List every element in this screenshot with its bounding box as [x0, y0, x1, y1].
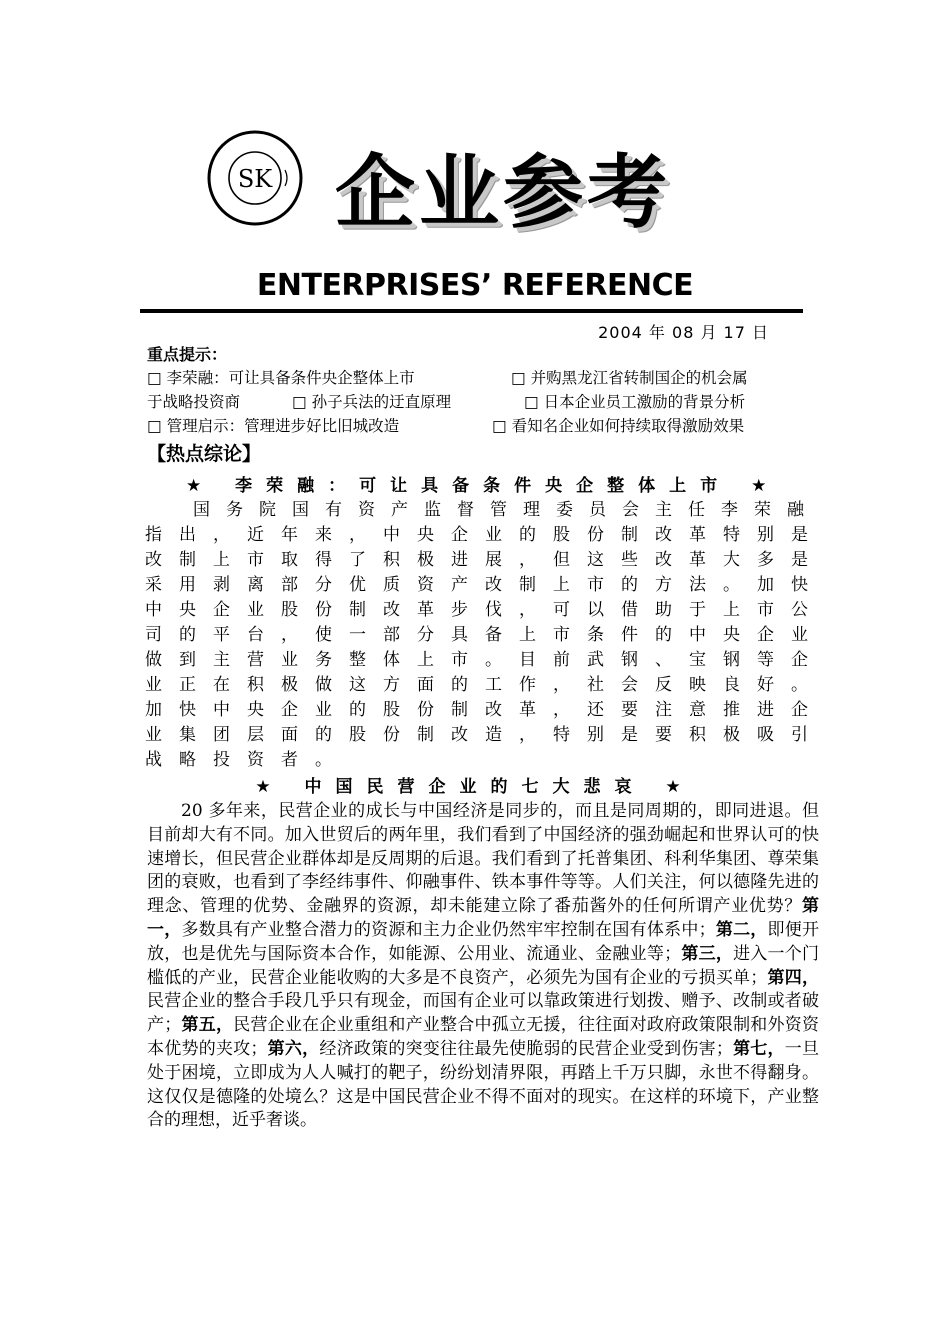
article1-line: 战略投资者。	[145, 750, 349, 770]
article2-text: 一旦处于困境，立即成为人人喊打的靶子，纷纷划清界限，再踏上千万只脚，永世不得翻身。这仅仅是德隆的处境么？这是中国民营企业不得不面对的现实。在这样的环境下，产业整合的理想，近乎奢谈。	[147, 1038, 820, 1131]
highlight-item: 于战略投资商	[147, 393, 241, 411]
article1-headline: ★ 李荣融：可让具备条件央企整体上市 ★	[186, 476, 781, 496]
article2-text: 20 多年来，民营企业的成长与中国经济是同步的，而且是同周期的，即同进退。但目前却大有不同。加入世贸后的两年里，我们看到了中国经济的强劲崛起和世界认可的快速增长，但民营企业群体却是反周期的后退。我们看到了托普集团、科利华集团、尊荣集团的衰败，也看到了李经纬事件、仰融事件、铁本事件等等。人们关注，何以德隆先进的理念、管理的优势、金融界的资源，却未能建立除了番茄酱外的任何所谓产业优势？	[147, 801, 819, 917]
article2-text: 多数具有产业整合潜力的资源和主力企业仍然牢牢控制在国有体系中；	[181, 919, 716, 940]
point-label: 第二，	[715, 919, 768, 940]
logo-text: SK	[237, 165, 273, 193]
sk-logo	[207, 130, 303, 226]
article1-line: 国务院国有资产监督管理委员会主任李荣融	[193, 500, 820, 520]
point-label: 第三，	[681, 943, 734, 964]
article2-headline: ★ 中国民营企业的七大悲哀 ★	[255, 777, 695, 797]
highlights-label: 重点提示：	[147, 345, 228, 364]
article1-line: 指出，近年来，中央企业的股份制改革特别是	[145, 525, 825, 545]
article2-body	[147, 800, 819, 1133]
article2-text: 经济政策的突变往往最先使脆弱的民营企业受到伤害；	[319, 1038, 733, 1059]
point-label: 第四，	[767, 967, 820, 988]
highlights-line	[147, 414, 817, 438]
article1-line: 业正在积极做这方面的工作，社会反映良好。	[145, 675, 825, 695]
masthead-divider	[140, 309, 803, 313]
article1-line: 采用剥离部分优质资产改制上市的方法。加快	[145, 575, 825, 595]
highlights-line	[147, 390, 817, 414]
masthead-title: 企业参考	[335, 146, 671, 239]
point-label: 第六，	[267, 1038, 320, 1059]
point-label: 第一，	[147, 896, 819, 940]
article1-line: 改制上市取得了积极进展，但这些改革大多是	[145, 550, 825, 570]
masthead-subtitle: ENTERPRISES’ REFERENCE	[256, 268, 694, 303]
article1-line: 中央企业股份制改革步伐，可以借助于上市公	[145, 600, 825, 620]
issue-date: 2004 年 08 月 17 日	[598, 323, 769, 342]
article2-text: 民营企业在企业重组和产业整合中孤立无援，往往面对政府政策限制和外资资本优势的夹攻；	[147, 1015, 820, 1059]
highlight-item: □ 并购黑龙江省转制国企的机会属	[511, 369, 748, 387]
highlight-item: □ 李荣融：可让具备条件央企整体上市	[147, 369, 415, 387]
article2-text: 即便开放，也是优先与国际资本合作，如能源、公用业、流通业、金融业等；	[147, 919, 820, 964]
point-label: 第五，	[181, 1015, 234, 1036]
article1-line: 加快中央企业的股份制改革，还要注意推进企	[145, 700, 825, 720]
article2-text: 进入一个门槛低的产业，民营企业能收购的大多是不良资产，必须先为国有企业的亏损买单；	[147, 943, 820, 988]
article2-text: 民营企业的整合手段几乎只有现金，而国有企业可以靠政策进行划拨、赠予、改制或者破产；	[147, 991, 819, 1036]
highlight-item: □ 管理启示：管理进步好比旧城改造	[147, 417, 400, 435]
highlight-item: □ 孙子兵法的迂直原理	[292, 393, 452, 411]
section-heading: 【热点综论】	[147, 443, 262, 465]
article1-line: 做到主营业务整体上市。目前武钢、宝钢等企	[145, 650, 825, 670]
article1-line: 业集团层面的股份制改造，特别是要积极吸引	[145, 725, 825, 745]
highlights-line	[147, 366, 817, 390]
article1-line: 司的平台，使一部分具备上市条件的中央企业	[145, 625, 825, 645]
point-label: 第七，	[732, 1038, 785, 1059]
highlight-item: □ 看知名企业如何持续取得激励效果	[492, 417, 745, 435]
highlight-item: □ 日本企业员工激励的背景分析	[524, 393, 746, 411]
sk-logo-emblem	[207, 130, 303, 226]
